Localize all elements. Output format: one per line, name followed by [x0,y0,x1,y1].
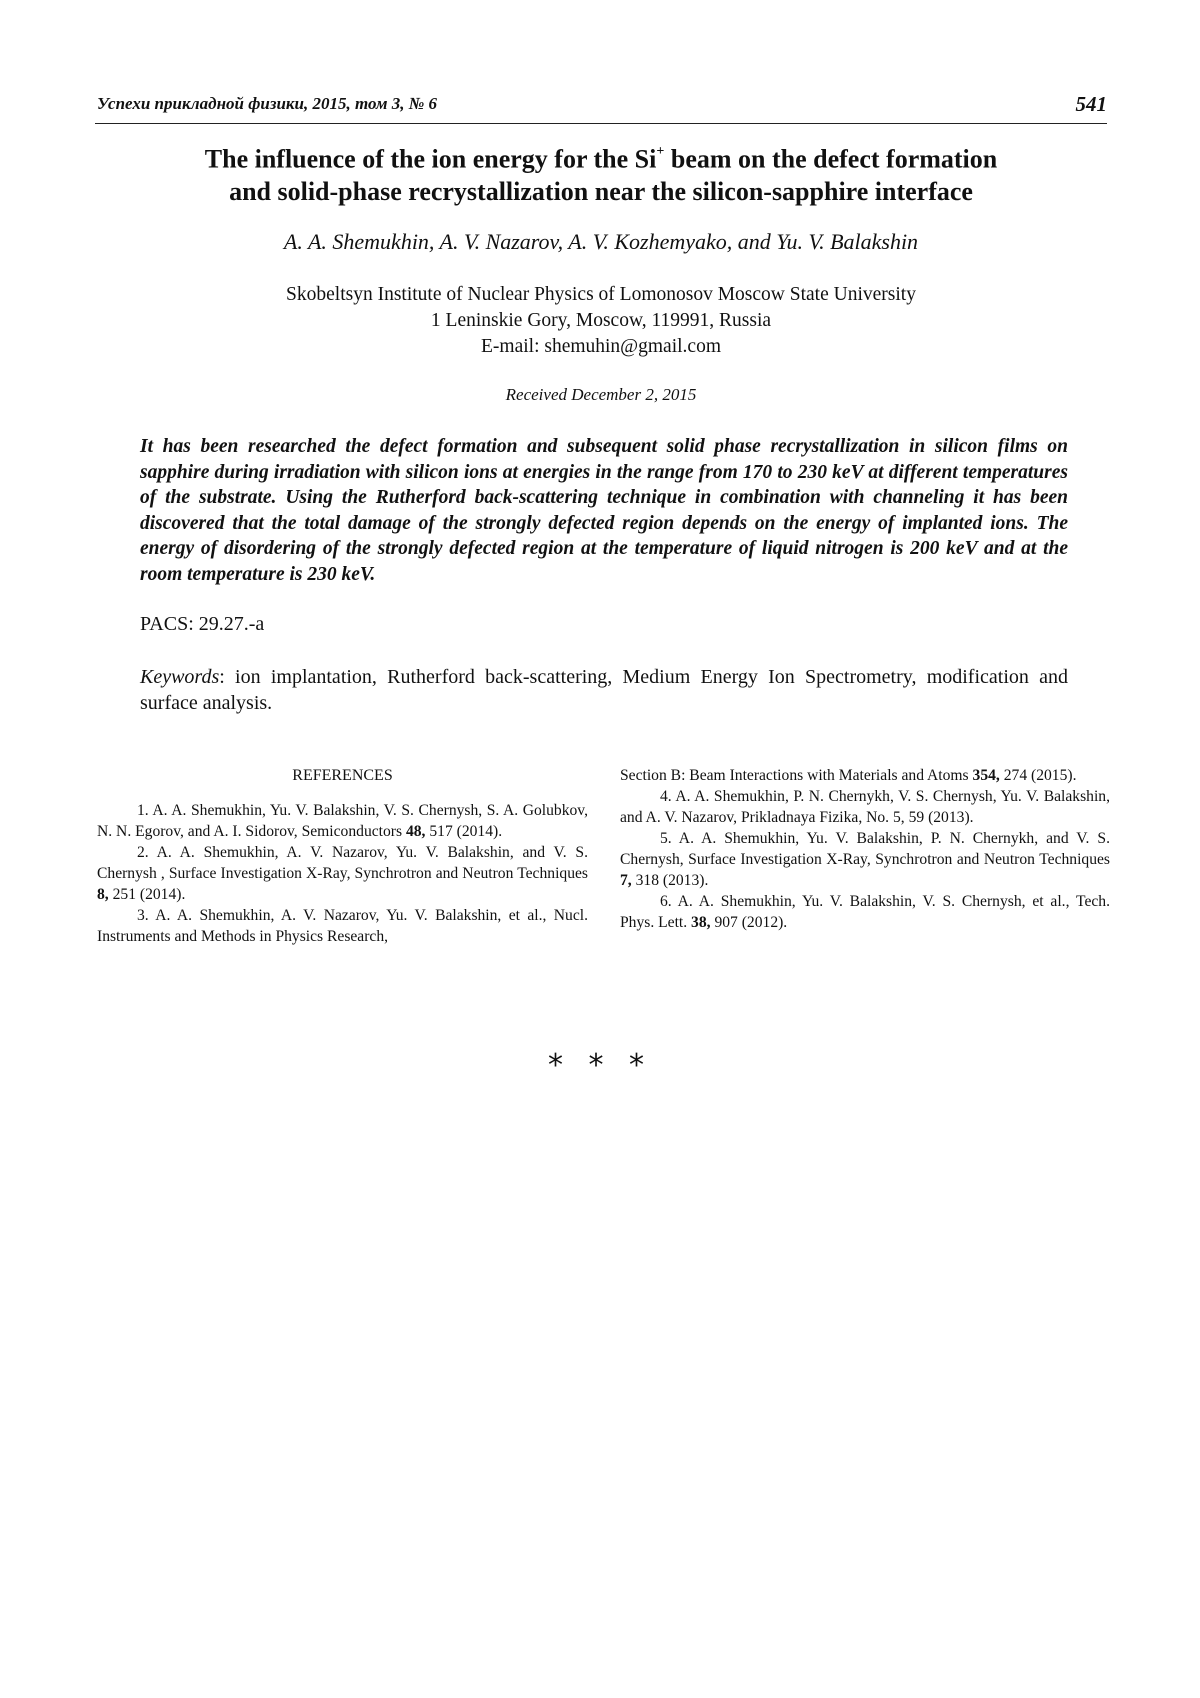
references-heading: REFERENCES [292,767,393,784]
reference-3: 3. A. A. Shemukhin, A. V. Nazarov, Yu. V. Balakshin, et al., Nucl. Instruments and Methods in Physics Research, [97,907,588,945]
received-date: Received December 2, 2015 [505,385,697,404]
header-rule [95,123,1107,124]
section-separator: * * * [547,1048,653,1083]
references-column-right [620,765,1110,933]
title-line-2: and solid-phase recrystallization near the silicon-sapphire interface [229,176,973,206]
affiliation-institute: Skobeltsyn Institute of Nuclear Physics of Lomonosov Moscow State University [286,284,916,305]
page-number: 541 [1075,92,1107,116]
keywords [140,664,1068,716]
affiliation-email: E-mail: shemuhin@gmail.com [481,336,721,357]
reference-6: 6. A. A. Shemukhin, Yu. V. Balakshin, V. S. Chernysh, et al., Tech. Phys. Lett. 38, 907 (2012). [620,893,1110,931]
affiliation [95,282,1107,360]
reference-4: 4. A. A. Shemukhin, P. N. Chernykh, V. S. Chernysh, Yu. V. Balakshin, and A. V. Nazarov, Prikladnaya Fizika, No. 5, 59 (2013). [620,788,1110,826]
reference-1: 1. A. A. Shemukhin, Yu. V. Balakshin, V. S. Chernysh, S. A. Golubkov, N. N. Egorov, and A. I. Sidorov, Semiconductors 48, 517 (2014). [97,802,588,840]
reference-3-continued: Section B: Beam Interactions with Materials and Atoms 354, 274 (2015). [620,767,1077,784]
abstract: It has been researched the defect formation and subsequent solid phase recrystallization in silicon films on sapphire during irradiation with silicon ions at energies in the range from 170 to 230 keV at different temperatures of the substrate. Using the Rutherford back-scattering technique in combination with channeling it has been discovered that the total damage of the strongly defected region depends on the energy of implanted ions. The energy of disordering of the strongly defected region at the temperature of liquid nitrogen is 200 keV and at the room temperature is 230 keV. [140,436,1068,585]
keywords-text: : ion implantation, Rutherford back-scattering, Medium Energy Ion Spectrometry, modification and surface analysis. [140,666,1068,714]
affiliation-address: 1 Leninskie Gory, Moscow, 119991, Russia [430,310,772,331]
references-column-left [97,765,588,947]
ion-charge-superscript: + [656,144,665,159]
journal-header: Успехи прикладной физики, 2015, том 3, № 6 [97,94,438,113]
author-list: A. A. Shemukhin, A. V. Nazarov, A. V. Kozhemyako, and Yu. V. Balakshin [283,229,919,254]
article-title [95,139,1107,208]
reference-2: 2. A. A. Shemukhin, A. V. Nazarov, Yu. V. Balakshin, and V. S. Chernysh , Surface Investigation X-Ray, Synchrotron and Neutron Techniques 8, 251 (2014). [97,844,588,903]
title-line-1: The influence of the ion energy for the Si+ beam on the defect formation [204,144,998,174]
pacs-code: PACS: 29.27.-a [140,613,265,635]
keywords-label: Keywords [140,666,220,688]
reference-5: 5. A. A. Shemukhin, Yu. V. Balakshin, P. N. Chernykh, and V. S. Chernysh, Surface Investigation X-Ray, Synchrotron and Neutron Techniques 7, 318 (2013). [620,830,1110,889]
